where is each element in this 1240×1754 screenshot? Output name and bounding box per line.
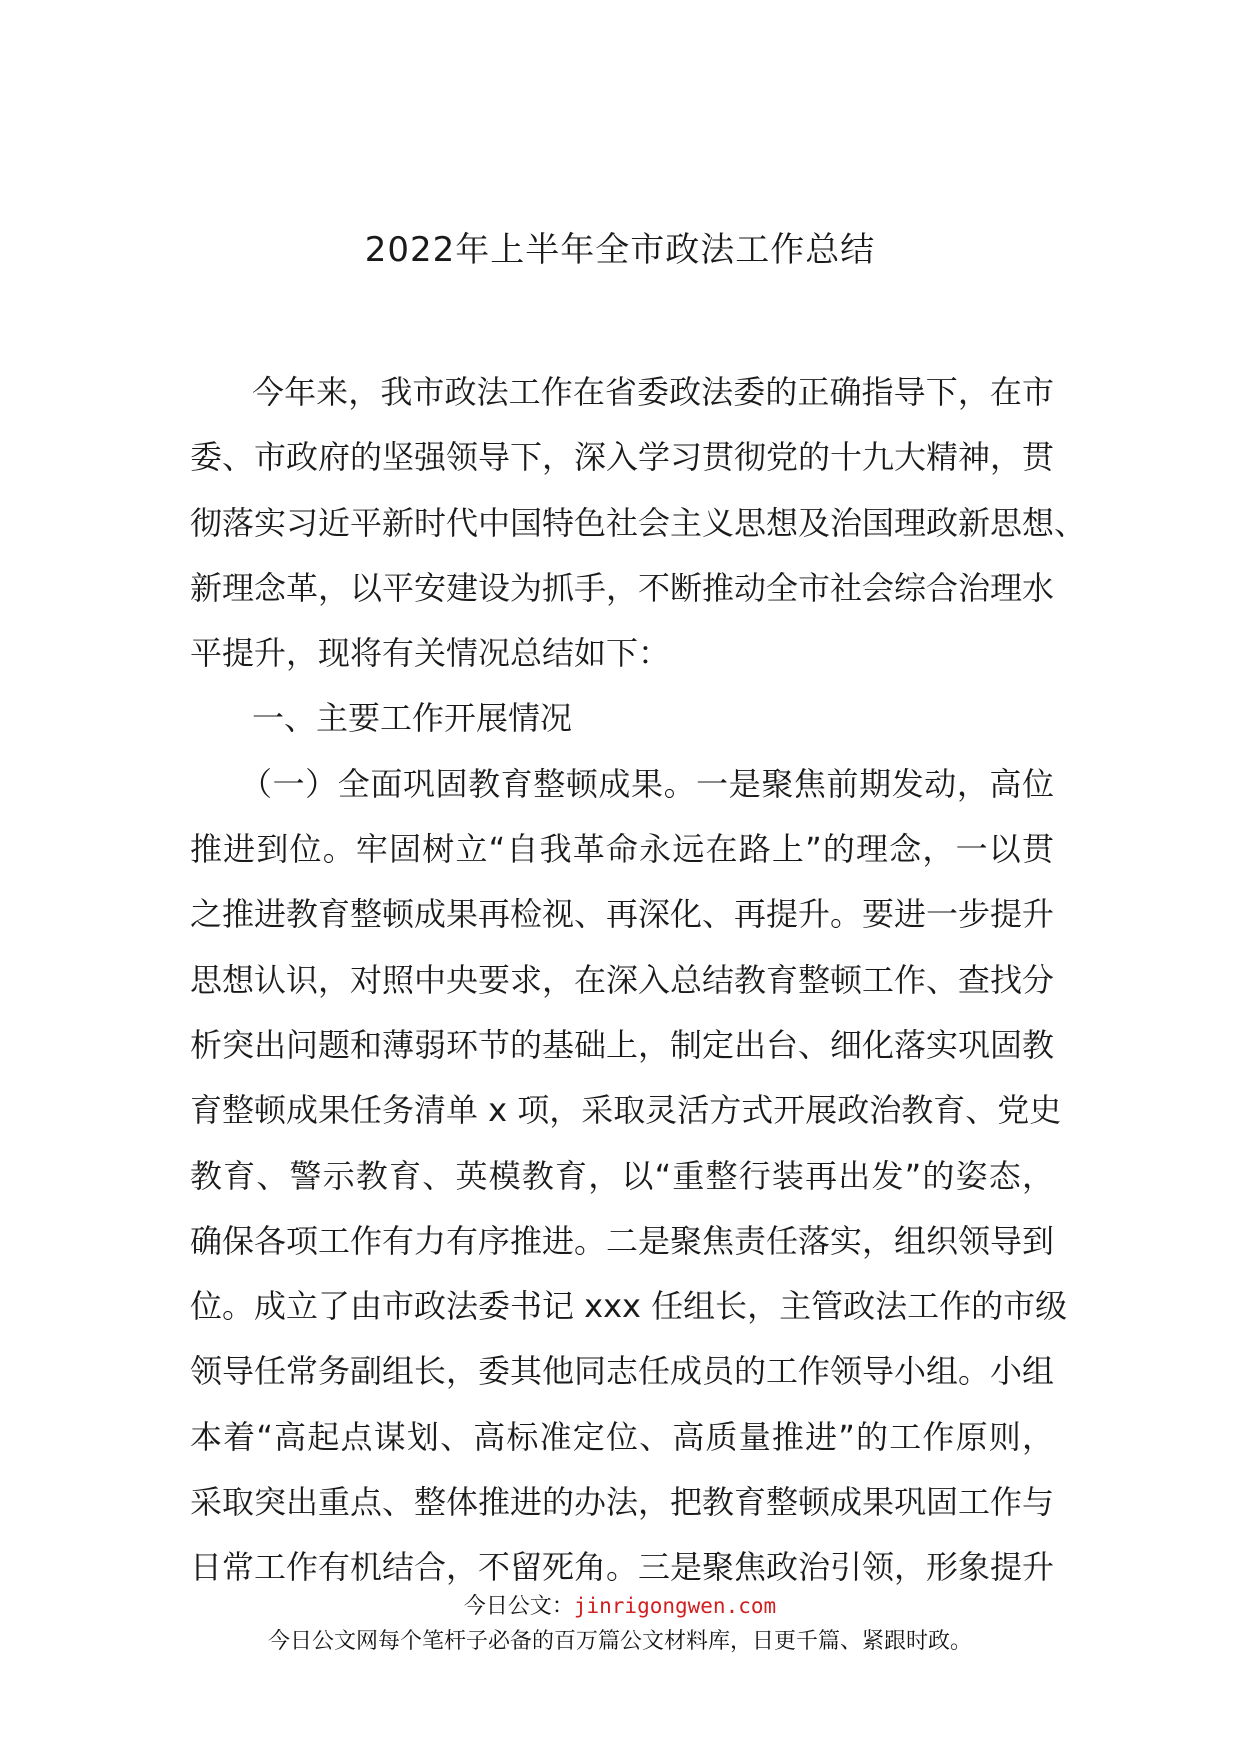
paragraph-line: （一）全面巩固教育整顿成果。一是聚焦前期发动，高位 (240, 764, 1054, 803)
document-body (190, 360, 1087, 1601)
paragraph-line: 推进到位。牢固树立“自我革命永远在路上”的理念，一以贯 (190, 830, 1054, 869)
paragraph-line: 今年来，我市政法工作在省委政法委的正确指导下，在市 (252, 373, 1054, 411)
paragraph-line: 领导任常务副组长，委其他同志任成员的工作领导小组。小组 (190, 1352, 1055, 1391)
footer-label: 今日公文： (463, 1594, 574, 1619)
paragraph-line: 教育、警示教育、英模教育，以“重整行装再出发”的姿态， (190, 1156, 1054, 1195)
paragraph-line: 委、市政府的坚强领导下，深入学习贯彻党的十九大精神，贯 (190, 438, 1055, 477)
paragraph-line: 彻落实习近平新时代中国特色社会主义思想及治国理政新思想、 (190, 503, 1087, 542)
paragraph-line: 采取突出重点、整体推进的办法，把教育整顿成果巩固工作与 (190, 1483, 1055, 1522)
paragraph-line: 思想认识，对照中央要求，在深入总结教育整顿工作、查找分 (190, 960, 1055, 999)
footer-source (0, 1591, 1240, 1622)
footer-url-link[interactable]: jinrigongwen.com (573, 1594, 777, 1618)
paragraph-line: 位。成立了由市政法委书记 xxx 任组长，主管政法工作的市级 (190, 1287, 1068, 1326)
paragraph-line: 之推进教育整顿成果再检视、再深化、再提升。要进一步提升 (190, 895, 1055, 934)
paragraph-line: 析突出问题和薄弱环节的基础上，制定出台、细化落实巩固教 (190, 1025, 1055, 1064)
paragraph-line: 确保各项工作有力有序推进。二是聚焦责任落实，组织领导到 (190, 1221, 1055, 1260)
section-heading: 一、主要工作开展情况 (252, 699, 573, 738)
footer-slogan: 今日公文网每个笔杆子必备的百万篇公文材料库，日更千篇、紧跟时政。 (267, 1629, 972, 1654)
paragraph-line: 新理念革，以平安建设为抓手，不断推动全市社会综合治理水 (190, 568, 1055, 607)
paragraph-line: 日常工作有机结合，不留死角。三是聚焦政治引领，形象提升 (190, 1548, 1055, 1587)
page-title: 2022年上半年全市政法工作总结 (364, 230, 876, 270)
paragraph-line: 本着“高起点谋划、高标准定位、高质量推进”的工作原则， (190, 1417, 1054, 1456)
paragraph-line: 育整顿成果任务清单 x 项，采取灵活方式开展政治教育、党史 (190, 1091, 1062, 1130)
paragraph-line: 平提升，现将有关情况总结如下： (190, 634, 671, 673)
